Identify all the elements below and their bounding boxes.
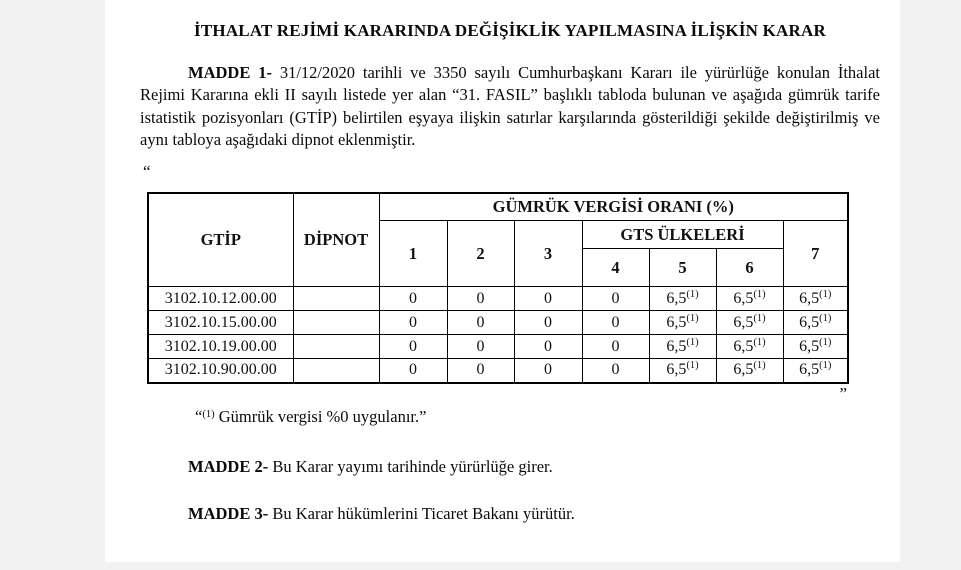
rate-cell-6 [716, 287, 783, 311]
opening-quote-mark: “ [143, 161, 151, 181]
rate-value: 6,5 [733, 337, 754, 355]
rate-cell-7 [783, 335, 848, 359]
customs-duty-rate-header: GÜMRÜK VERGİSİ ORANI (%) [379, 193, 848, 221]
madde3-paragraph [140, 503, 880, 525]
rate-value: 6,5 [666, 361, 687, 379]
rate-cell-1: 0 [379, 311, 447, 335]
column-7-header: 7 [783, 221, 848, 287]
table-row [148, 359, 848, 383]
column-2-header: 2 [447, 221, 514, 287]
footnote-ref: (1) [819, 288, 832, 300]
tariff-table-header [148, 193, 848, 287]
rate-value: 6,5 [666, 313, 687, 331]
footnote-number: (1) [202, 408, 215, 420]
rate-value: 6,5 [799, 337, 820, 355]
dipnot-column-header: DİPNOT [293, 193, 379, 287]
document-page [105, 0, 900, 562]
footnote-ref: (1) [753, 312, 766, 324]
rate-value: 6,5 [799, 361, 820, 379]
document-title: İTHALAT REJİMİ KARARINDA DEĞİŞİKLİK YAPILMASINA İLİŞKİN KARAR [194, 21, 826, 40]
rate-cell-5 [649, 311, 716, 335]
madde3-text: Bu Karar hükümlerini Ticaret Bakanı yürütür. [272, 504, 575, 524]
footnote-ref: (1) [686, 360, 699, 372]
footnote-ref: (1) [819, 360, 832, 372]
rate-value: 6,5 [666, 289, 687, 307]
table-row [148, 287, 848, 311]
footnote-body: Gümrük vergisi %0 uygulanır.” [218, 406, 427, 426]
rate-cell-3: 0 [514, 287, 582, 311]
footnote-ref: (1) [819, 336, 832, 348]
closing-quote-mark: ” [839, 383, 847, 403]
tariff-table [147, 192, 849, 384]
gtip-code-cell: 3102.10.19.00.00 [148, 335, 293, 359]
rate-value: 6,5 [799, 289, 820, 307]
rate-cell-7 [783, 359, 848, 383]
madde2-text: Bu Karar yayımı tarihinde yürürlüğe girer. [272, 456, 553, 476]
footnote-open-quote: “ [195, 406, 203, 426]
dipnot-cell [293, 287, 379, 311]
rate-cell-7 [783, 287, 848, 311]
rate-value: 6,5 [733, 313, 754, 331]
gtip-column-header: GTİP [148, 193, 293, 287]
footnote-ref: (1) [753, 360, 766, 372]
rate-cell-3: 0 [514, 335, 582, 359]
rate-cell-4: 0 [582, 311, 649, 335]
rate-cell-7 [783, 311, 848, 335]
table-row [148, 311, 848, 335]
rate-cell-2: 0 [447, 311, 514, 335]
rate-cell-5 [649, 335, 716, 359]
rate-cell-5 [649, 359, 716, 383]
footnote-ref: (1) [686, 312, 699, 324]
column-1-header: 1 [379, 221, 447, 287]
rate-cell-1: 0 [379, 335, 447, 359]
table-row [148, 335, 848, 359]
rate-value: 6,5 [666, 337, 687, 355]
madde2-label: MADDE 2- [188, 456, 269, 476]
madde1-paragraph [140, 62, 880, 152]
rate-value: 6,5 [733, 361, 754, 379]
madde1-text: 31/12/2020 tarihli ve 3350 sayılı Cumhurbaşkanı Kararı ile yürürlüğe konulan İthalat Rejimi Kararına ekli II sayılı listede yer alan “31. FASIL” başlıklı tabloda bulunan ve aşağıda gümrük tarife istatistik pozisyonları (GTİP) belirtilen eşyaya ilişkin satırlar karşılarında gösterildiği şekilde değiştirilmiş ve aynı tabloya aşağıdaki dipnot eklenmiştir. [140, 63, 880, 150]
rate-value: 6,5 [799, 313, 820, 331]
gtip-code-cell: 3102.10.90.00.00 [148, 359, 293, 383]
madde2-paragraph [140, 456, 880, 478]
rate-cell-3: 0 [514, 359, 582, 383]
dipnot-cell [293, 311, 379, 335]
rate-cell-4: 0 [582, 287, 649, 311]
madde3-label: MADDE 3- [188, 504, 269, 524]
footnote-ref: (1) [753, 288, 766, 300]
rate-cell-4: 0 [582, 359, 649, 383]
rate-cell-1: 0 [379, 359, 447, 383]
gtip-code-cell: 3102.10.15.00.00 [148, 311, 293, 335]
column-6-header: 6 [716, 249, 783, 287]
footnote-ref: (1) [819, 312, 832, 324]
dipnot-cell [293, 359, 379, 383]
gtip-code-cell: 3102.10.12.00.00 [148, 287, 293, 311]
madde1-label: MADDE 1- [188, 63, 272, 82]
rate-cell-6 [716, 335, 783, 359]
footnote-ref: (1) [686, 288, 699, 300]
gts-countries-header: GTS ÜLKELERİ [582, 221, 783, 249]
footnote-ref: (1) [753, 336, 766, 348]
rate-cell-3: 0 [514, 311, 582, 335]
rate-cell-6 [716, 311, 783, 335]
footnote-text [195, 407, 880, 427]
dipnot-cell [293, 335, 379, 359]
rate-cell-5 [649, 287, 716, 311]
column-3-header: 3 [514, 221, 582, 287]
column-4-header: 4 [582, 249, 649, 287]
rate-cell-4: 0 [582, 335, 649, 359]
rate-cell-2: 0 [447, 359, 514, 383]
header-row-1 [148, 193, 848, 221]
rate-cell-6 [716, 359, 783, 383]
rate-cell-2: 0 [447, 287, 514, 311]
rate-cell-2: 0 [447, 335, 514, 359]
rate-value: 6,5 [733, 289, 754, 307]
footnote-ref: (1) [686, 336, 699, 348]
column-5-header: 5 [649, 249, 716, 287]
rate-cell-1: 0 [379, 287, 447, 311]
